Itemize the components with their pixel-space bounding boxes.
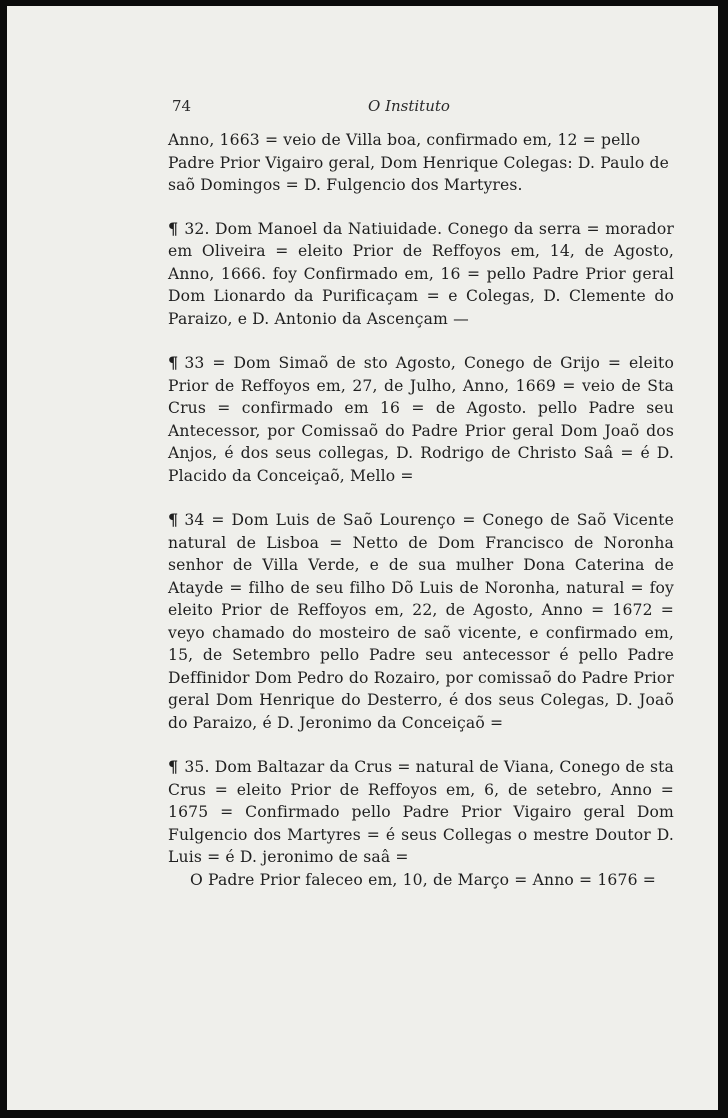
pilcrow-icon: ¶ <box>168 218 179 238</box>
entry-35-text: 35. Dom Baltazar da Crus = natural de Viana, Conego de sta Crus = eleito Prior de Reffoyos em, 6, de setebro, Anno = 1675 = Confirmado pello Padre Prior Vigairo geral Dom Fulgencio dos Martyres = é seus Collegas o mestre Doutor D. Luis = é D. jeronimo de saâ = <box>168 758 674 866</box>
paragraph-entry-34 <box>168 509 674 734</box>
paragraph-intro: Anno, 1663 = veio de Villa boa, confirmado em, 12 = pello Padre Prior Vigairo geral, Dom Henrique Colegas: D. Paulo de saõ Domingos = D. Fulgencio dos Martyres. <box>168 131 670 194</box>
pilcrow-icon: ¶ <box>168 353 179 372</box>
entry-32-text: 32. Dom Manoel da Natiuidade. Conego da serra = morador em Oliveira = eleito Prior de Reffoyos em, 14, de Agosto, Anno, 1666. foy Confirmado em, 16 = pello Padre Prior geral Dom Lionardo da Purificaçam = e Colegas, D. Clemente do Paraizo, e D. Antonio da Ascençam — <box>168 219 674 328</box>
running-title: O Instituto <box>368 97 450 115</box>
paragraph-entry-32 <box>168 218 674 331</box>
paragraph-entry-35 <box>168 756 674 869</box>
body-text <box>168 129 674 891</box>
entry-33-text: 33 = Dom Simaõ de sto Agosto, Conego de Grijo = eleito Prior de Reffoyos em, 27, de Julho, Anno, 1669 = veio de Sta Crus = confirmado em 16 = de Agosto. pello Padre seu Antecessor, por Comissaõ do Padre Prior geral Dom Joaõ dos Anjos, é dos seus collegas, D. Rodrigo de Christo Saâ = é D. Placido da Conceiçaõ, Mello = <box>168 354 674 485</box>
pilcrow-icon: ¶ <box>168 510 179 529</box>
page-number: 74 <box>172 97 192 115</box>
entry-34-text: 34 = Dom Luis de Saõ Lourenço = Conego de Saõ Vicente natural de Lisboa = Netto de Dom Francisco de Noronha senhor de Villa Verde, e de sua mulher Dona Caterina de Atayde = filho de seu filho Dõ Luis de Noronha, natural = foy eleito Prior de Reffoyos em, 22, de Agosto, Anno = 1672 = veyo chamado do mosteiro de saõ vicente, e confirmado em, 15, de Setembro pello Padre seu antecessor é pello Padre Deffinidor Dom Pedro do Rozairo, por comissaõ do Padre Prior geral Dom Henrique do Desterro, é dos seus Colegas, D. Joaõ do Paraizo, é D. Jeronimo da Conceiçaõ = <box>168 511 674 732</box>
page-header <box>172 97 682 117</box>
paragraph-closing: O Padre Prior faleceo em, 10, de Março = Anno = 1676 = <box>190 870 656 889</box>
paragraph-entry-33 <box>168 352 674 487</box>
pilcrow-icon: ¶ <box>168 757 179 776</box>
